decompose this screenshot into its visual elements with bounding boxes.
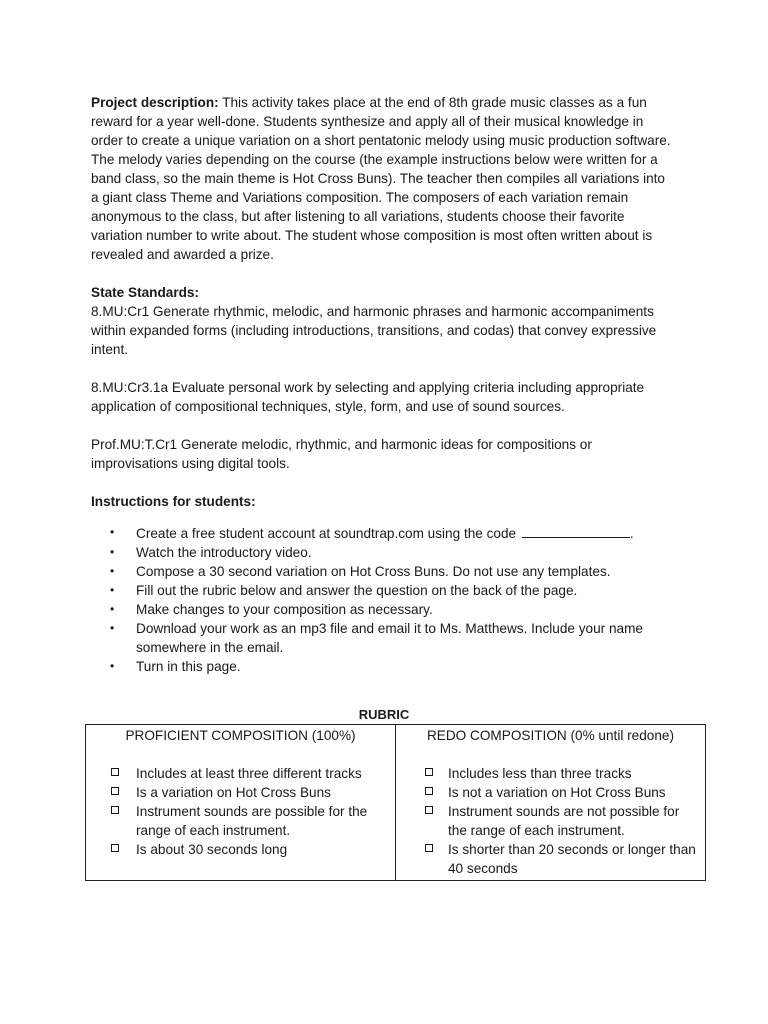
criterion-text: Includes less than three tracks [448,766,632,781]
criterion-text: Instrument sounds are not possible for the range of each instrument. [448,804,680,838]
list-item [86,764,389,783]
list-item [91,657,671,676]
bullet-icon: • [110,659,115,673]
criterion-text: Is about 30 seconds long [136,842,288,857]
standard-prof-cr1: Prof.MU:T.Cr1 Generate melodic, rhythmic, and harmonic ideas for compositions or improvisations using digital tools. [91,437,592,471]
instructions-heading: Instructions for students: [91,494,256,509]
bullet-icon: • [110,525,115,539]
instruction-text: Turn in this page. [136,659,241,674]
bullet-icon: • [110,621,115,635]
list-item [91,523,671,543]
instruction-text: Make changes to your composition as necessary. [136,602,433,617]
list-item [86,802,389,840]
instruction-text: Fill out the rubric below and answer the question on the back of the page. [136,583,578,598]
bullet-icon: • [110,564,115,578]
redo-column [396,725,706,881]
rubric-title: RUBRIC [358,707,410,722]
bullet-icon: • [110,545,115,559]
instruction-suffix: . [629,526,634,541]
checkbox-icon [111,768,119,776]
list-item [91,543,671,562]
standard-cr1: 8.MU:Cr1 Generate rhythmic, melodic, and harmonic phrases and harmonic accompaniments within expanded forms (including introductions, transitions, and codas) that convey expressive intent. [91,304,657,357]
list-item [86,840,389,859]
instruction-text: Create a free student account at soundtrap.com using the code [136,526,517,541]
proficient-column [86,725,396,881]
bullet-icon: • [110,583,115,597]
criterion-text: Is shorter than 20 seconds or longer than 40 seconds [448,842,696,876]
criterion-text: Is not a variation on Hot Cross Buns [448,785,666,800]
checkbox-icon [111,787,119,795]
list-item [396,783,699,802]
instructions-list [91,523,671,676]
list-item [91,600,671,619]
checkbox-icon [425,844,433,852]
list-item [396,764,699,783]
rubric-table [85,724,706,881]
list-item [396,802,699,840]
instruction-text: Watch the introductory video. [136,545,312,560]
code-blank-line [522,523,630,538]
document-body [91,93,671,676]
instruction-text: Compose a 30 second variation on Hot Cross Buns. Do not use any templates. [136,564,611,579]
checkbox-icon [111,844,119,852]
instruction-text: Download your work as an mp3 file and email it to Ms. Matthews. Include your name somewhere in the email. [136,621,643,655]
redo-criteria [396,764,705,878]
proficient-criteria [86,764,395,859]
criterion-text: Includes at least three different tracks [136,766,362,781]
criterion-text: Is a variation on Hot Cross Buns [136,785,331,800]
redo-header: REDO COMPOSITION (0% until redone) [426,728,675,743]
checkbox-icon [425,787,433,795]
proficient-header: PROFICIENT COMPOSITION (100%) [125,728,356,743]
checkbox-icon [111,806,119,814]
list-item [86,783,389,802]
checkbox-icon [425,806,433,814]
list-item [396,840,699,878]
criterion-text: Instrument sounds are possible for the range of each instrument. [136,804,368,838]
standard-cr3: 8.MU:Cr3.1a Evaluate personal work by selecting and applying criteria including appropriate application of compositional techniques, style, form, and use of sound sources. [91,380,645,414]
list-item [91,581,671,600]
project-description-text: This activity takes place at the end of 8th grade music classes as a fun reward for a year well-done. Students synthesize and apply all of their musical knowledge in order to create a unique variation on a short pentatonic melody using music production software. The melody varies depending on the course (the example instructions below were written for a band class, so the main theme is Hot Cross Buns). The teacher then compiles all variations into a giant class Theme and Variations composition. The composers of each variation remain anonymous to the class, but after listening to all variations, students choose their favorite variation number to write about. The student whose composition is most often written about is revealed and awarded a prize. [91,95,671,262]
list-item [91,562,671,581]
bullet-icon: • [110,602,115,616]
state-standards-heading: State Standards: [91,285,200,300]
project-description [91,93,671,264]
list-item [91,619,671,657]
project-description-label: Project description: [91,95,219,110]
checkbox-icon [425,768,433,776]
